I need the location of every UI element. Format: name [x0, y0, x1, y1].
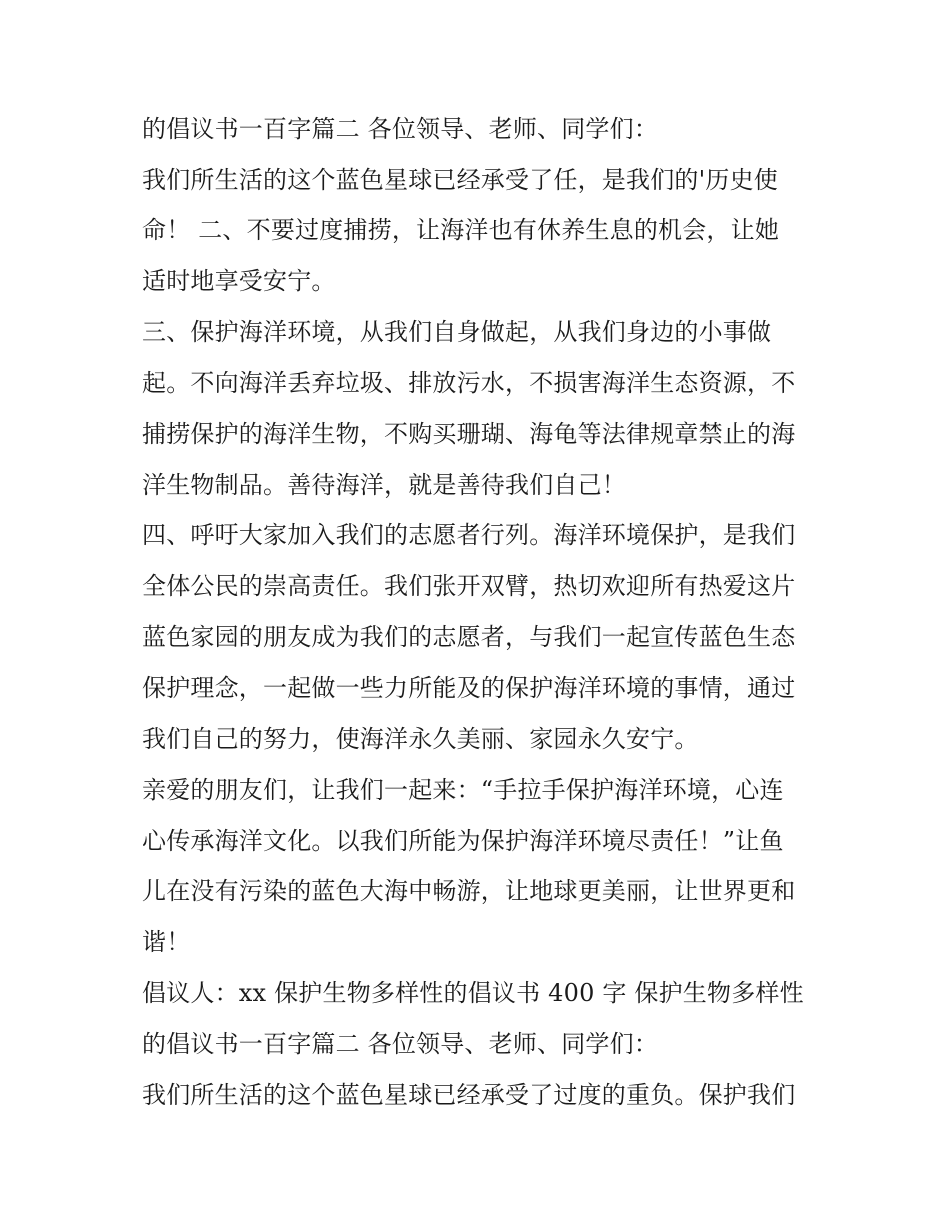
- text-line: 的倡议书一百字篇二 各位领导、老师、同学们：: [142, 1030, 659, 1058]
- text-line: 我们自己的努力，使海洋永久美丽、家园永久安宁。: [142, 725, 699, 753]
- text-line: 捕捞保护的海洋生物，不购买珊瑚、海龟等法律规章禁止的海: [142, 420, 796, 448]
- text-line: 洋生物制品。善待海洋，就是善待我们自己！: [142, 471, 626, 499]
- text-line: 儿在没有污染的蓝色大海中畅游，让地球更美丽，让世界更和: [142, 877, 796, 905]
- text-line: 我们所生活的这个蓝色星球已经承受了过度的重负。保护我们: [142, 1081, 796, 1109]
- text-line: 我们所生活的这个蓝色星球已经承受了任，是我们的'历史使: [142, 166, 778, 194]
- text-line: 倡议人：xx 保护生物多样性的倡议书 400 字 保护生物多样性: [142, 979, 804, 1007]
- text-line: 四、呼吁大家加入我们的志愿者行列。海洋环境保护，是我们: [142, 521, 796, 549]
- text-line: 蓝色家园的朋友成为我们的志愿者，与我们一起宣传蓝色生态: [142, 623, 796, 651]
- text-line: 谐！: [142, 928, 191, 956]
- text-line: 亲爱的朋友们，让我们一起来：“手拉手保护海洋环境，心连: [142, 776, 784, 804]
- text-line: 全体公民的崇高责任。我们张开双臂，热切欢迎所有热爱这片: [142, 572, 796, 600]
- text-line: 适时地享受安宁。: [142, 267, 336, 295]
- text-line: 命！ 二、不要过度捕捞，让海洋也有休养生息的机会，让她: [142, 216, 780, 244]
- text-line: 三、保护海洋环境，从我们自身做起，从我们身边的小事做: [142, 318, 772, 346]
- text-line: 的倡议书一百字篇二 各位领导、老师、同学们：: [142, 115, 659, 143]
- text-line: 保护理念，一起做一些力所能及的保护海洋环境的事情，通过: [142, 674, 796, 702]
- text-line: 起。不向海洋丢弃垃圾、排放污水，不损害海洋生态资源，不: [142, 369, 796, 397]
- text-line: 心传承海洋文化。以我们所能为保护海洋环境尽责任！”让鱼: [142, 827, 784, 855]
